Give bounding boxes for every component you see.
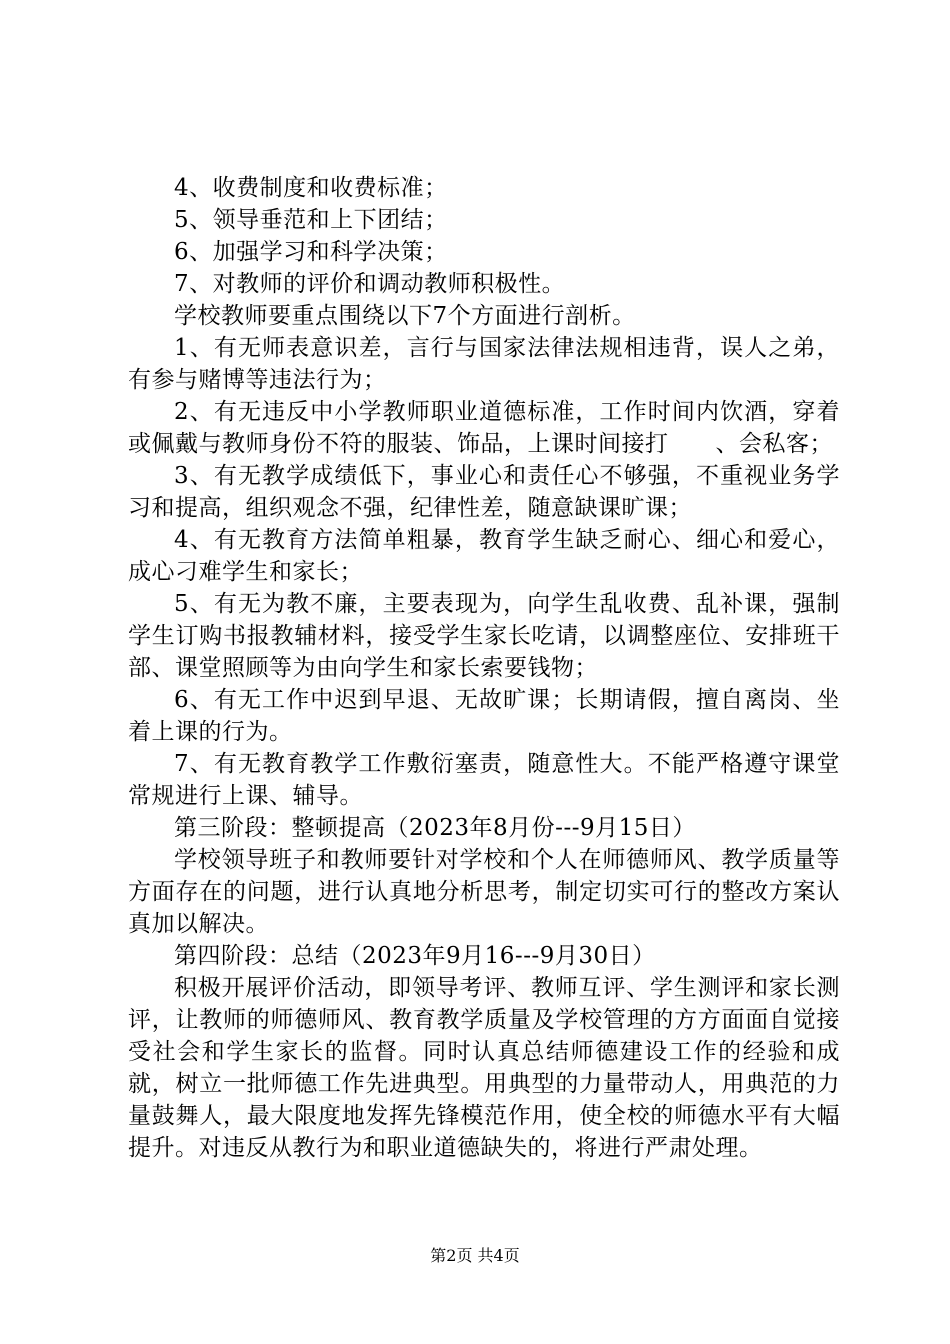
paragraph: 6、加强学习和科学决策；	[174, 239, 448, 265]
paragraph: 2、有无违反中小学教师职业道德标准，工作时间内饮酒，穿着或佩戴与教师身份不符的服装、饰品，上课时间接打 、会私客；	[128, 399, 840, 457]
paragraph: 4、收费制度和收费标准；	[174, 175, 448, 201]
paragraph: 5、有无为教不廉，主要表现为，向学生乱收费、乱补课，强制学生订购书报教辅材料，接受学生家长吃请，以调整座位、安排班干部、课堂照顾等为由向学生和家长索要钱物；	[128, 591, 840, 681]
paragraph: 3、有无教学成绩低下，事业心和责任心不够强，不重视业务学习和提高，组织观念不强，纪律性差，随意缺课旷课；	[128, 463, 840, 521]
paragraph: 7、有无教育教学工作敷衍塞责，随意性大。不能严格遵守课堂常规进行上课、辅导。	[128, 751, 840, 809]
document-body	[128, 172, 840, 1164]
page-number: 第2页 共4页	[430, 1246, 520, 1265]
paragraph: 1、有无师表意识差，言行与国家法律法规相违背，误人之弟，有参与赌博等违法行为；	[128, 335, 840, 393]
paragraph: 学校教师要重点围绕以下7个方面进行剖析。	[174, 303, 636, 329]
section-heading: 第三阶段：整顿提高（2023年8月份---9月15日）	[174, 815, 696, 841]
paragraph: 4、有无教育方法简单粗暴，教育学生缺乏耐心、细心和爱心，成心刁难学生和家长；	[128, 527, 840, 585]
paragraph: 6、有无工作中迟到早退、无故旷课；长期请假，擅自离岗、坐着上课的行为。	[128, 687, 840, 745]
page-footer	[0, 1246, 950, 1266]
paragraph: 7、对教师的评价和调动教师积极性。	[174, 271, 566, 297]
section-heading: 第四阶段：总结（2023年9月16---9月30日）	[174, 943, 656, 969]
paragraph: 积极开展评价活动，即领导考评、教师互评、学生测评和家长测评，让教师的师德师风、教育教学质量及学校管理的方方面面自觉接受社会和学生家长的监督。同时认真总结师德建设工作的经验和成就，树立一批师德工作先进典型。用典型的力量带动人，用典范的力量鼓舞人，最大限度地发挥先锋模范作用，使全校的师德水平有大幅提升。对违反从教行为和职业道德缺失的，将进行严肃处理。	[128, 975, 840, 1161]
paragraph: 5、领导垂范和上下团结；	[174, 207, 448, 233]
paragraph: 学校领导班子和教师要针对学校和个人在师德师风、教学质量等方面存在的问题，进行认真地分析思考，制定切实可行的整改方案认真加以解决。	[128, 847, 840, 937]
